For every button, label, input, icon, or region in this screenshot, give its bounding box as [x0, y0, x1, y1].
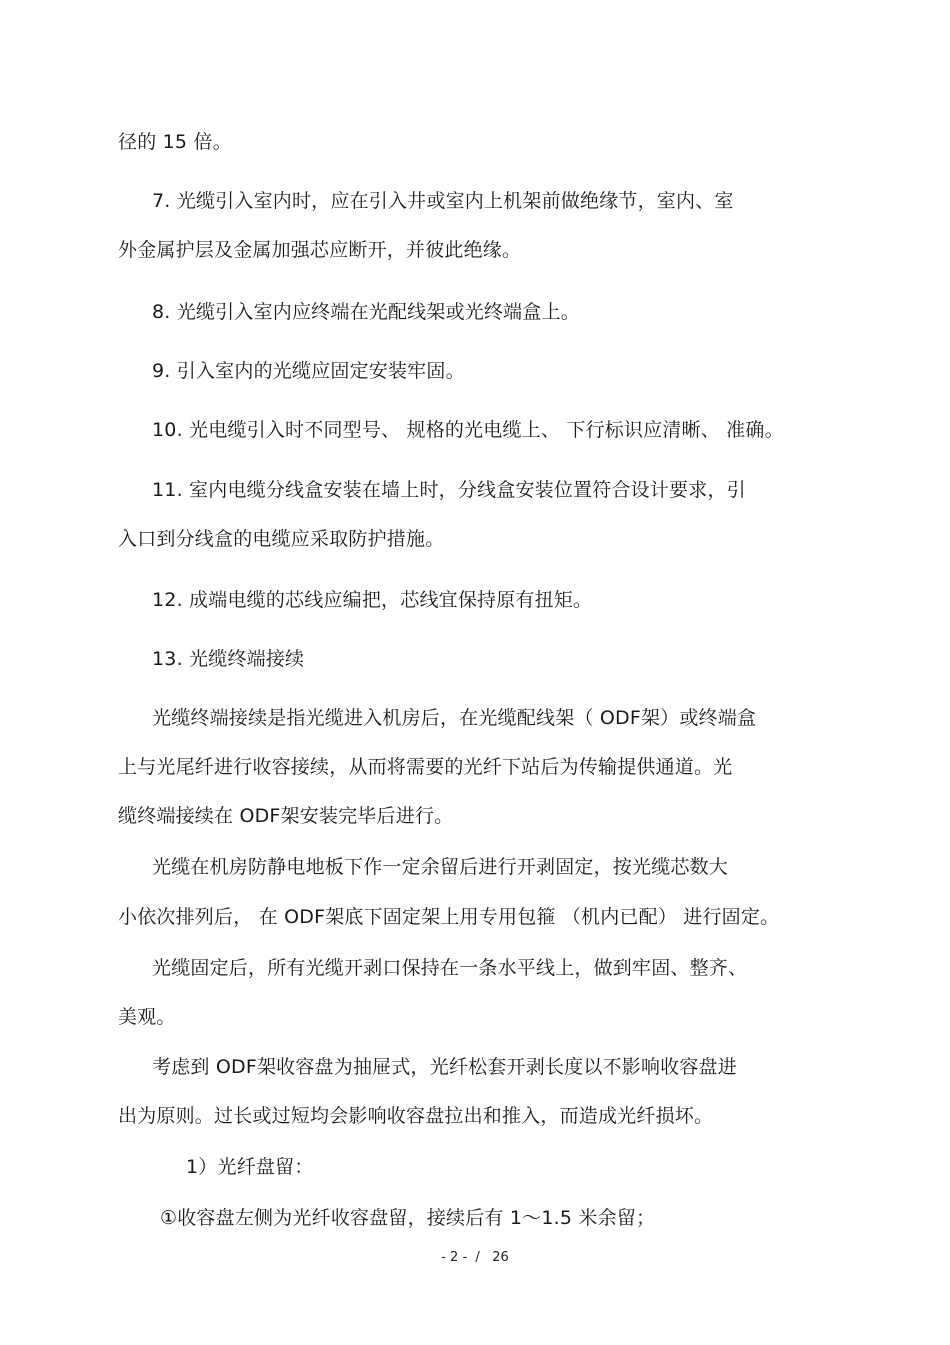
text-line: 8. 光缆引入室内应终端在光配线架或光终端盒上。	[152, 301, 580, 323]
text-line: 9. 引入室内的光缆应固定安装牢固。	[152, 360, 465, 382]
text-line: 11. 室内电缆分线盒安装在墙上时，分线盒安装位置符合设计要求，引	[152, 479, 746, 501]
page-number: - 2 - / 26	[441, 1250, 509, 1265]
text-line: 入口到分线盒的电缆应采取防护措施。	[118, 528, 445, 550]
text-line: 光缆终端接续是指光缆进入机房后，在光缆配线架（ ODF架）或终端盒	[152, 707, 757, 729]
text-line: 出为原则。过长或过短均会影响收容盘拉出和推入，而造成光纤损坏。	[118, 1105, 714, 1127]
text-line: 美观。	[118, 1006, 176, 1028]
text-line: 10. 光电缆引入时不同型号、 规格的光电缆上、 下行标识应清晰、 准确。	[152, 419, 784, 441]
text-line: 外金属护层及金属加强芯应断开，并彼此绝缘。	[118, 239, 522, 261]
text-line: 光缆固定后，所有光缆开剥口保持在一条水平线上，做到牢固、整齐、	[152, 957, 748, 979]
text-line: 12. 成端电缆的芯线应编把，芯线宜保持原有扭矩。	[152, 589, 593, 611]
text-line: 小依次排列后， 在 ODF架底下固定架上用专用包箍 （机内已配） 进行固定。	[118, 906, 780, 928]
text-line: ①收容盘左侧为光纤收容盘留，接续后有 1～1.5 米余留；	[160, 1207, 656, 1229]
text-line: 7. 光缆引入室内时，应在引入井或室内上机架前做绝缘节，室内、室	[152, 190, 734, 212]
sub-heading: 1）光纤盘留：	[186, 1156, 314, 1178]
text-line: 光缆在机房防静电地板下作一定余留后进行开剥固定，按光缆芯数大	[152, 856, 729, 878]
section-heading: 13. 光缆终端接续	[152, 648, 305, 670]
text-line: 考虑到 ODF架收容盘为抽屉式，光纤松套开剥长度以不影响收容盘进	[152, 1056, 737, 1078]
text-line: 上与光尾纤进行收容接续，从而将需要的光纤下站后为传输提供通道。光	[118, 756, 733, 778]
text-line: 径的 15 倍。	[118, 131, 232, 153]
text-line: 缆终端接续在 ODF架安装完毕后进行。	[118, 805, 454, 827]
